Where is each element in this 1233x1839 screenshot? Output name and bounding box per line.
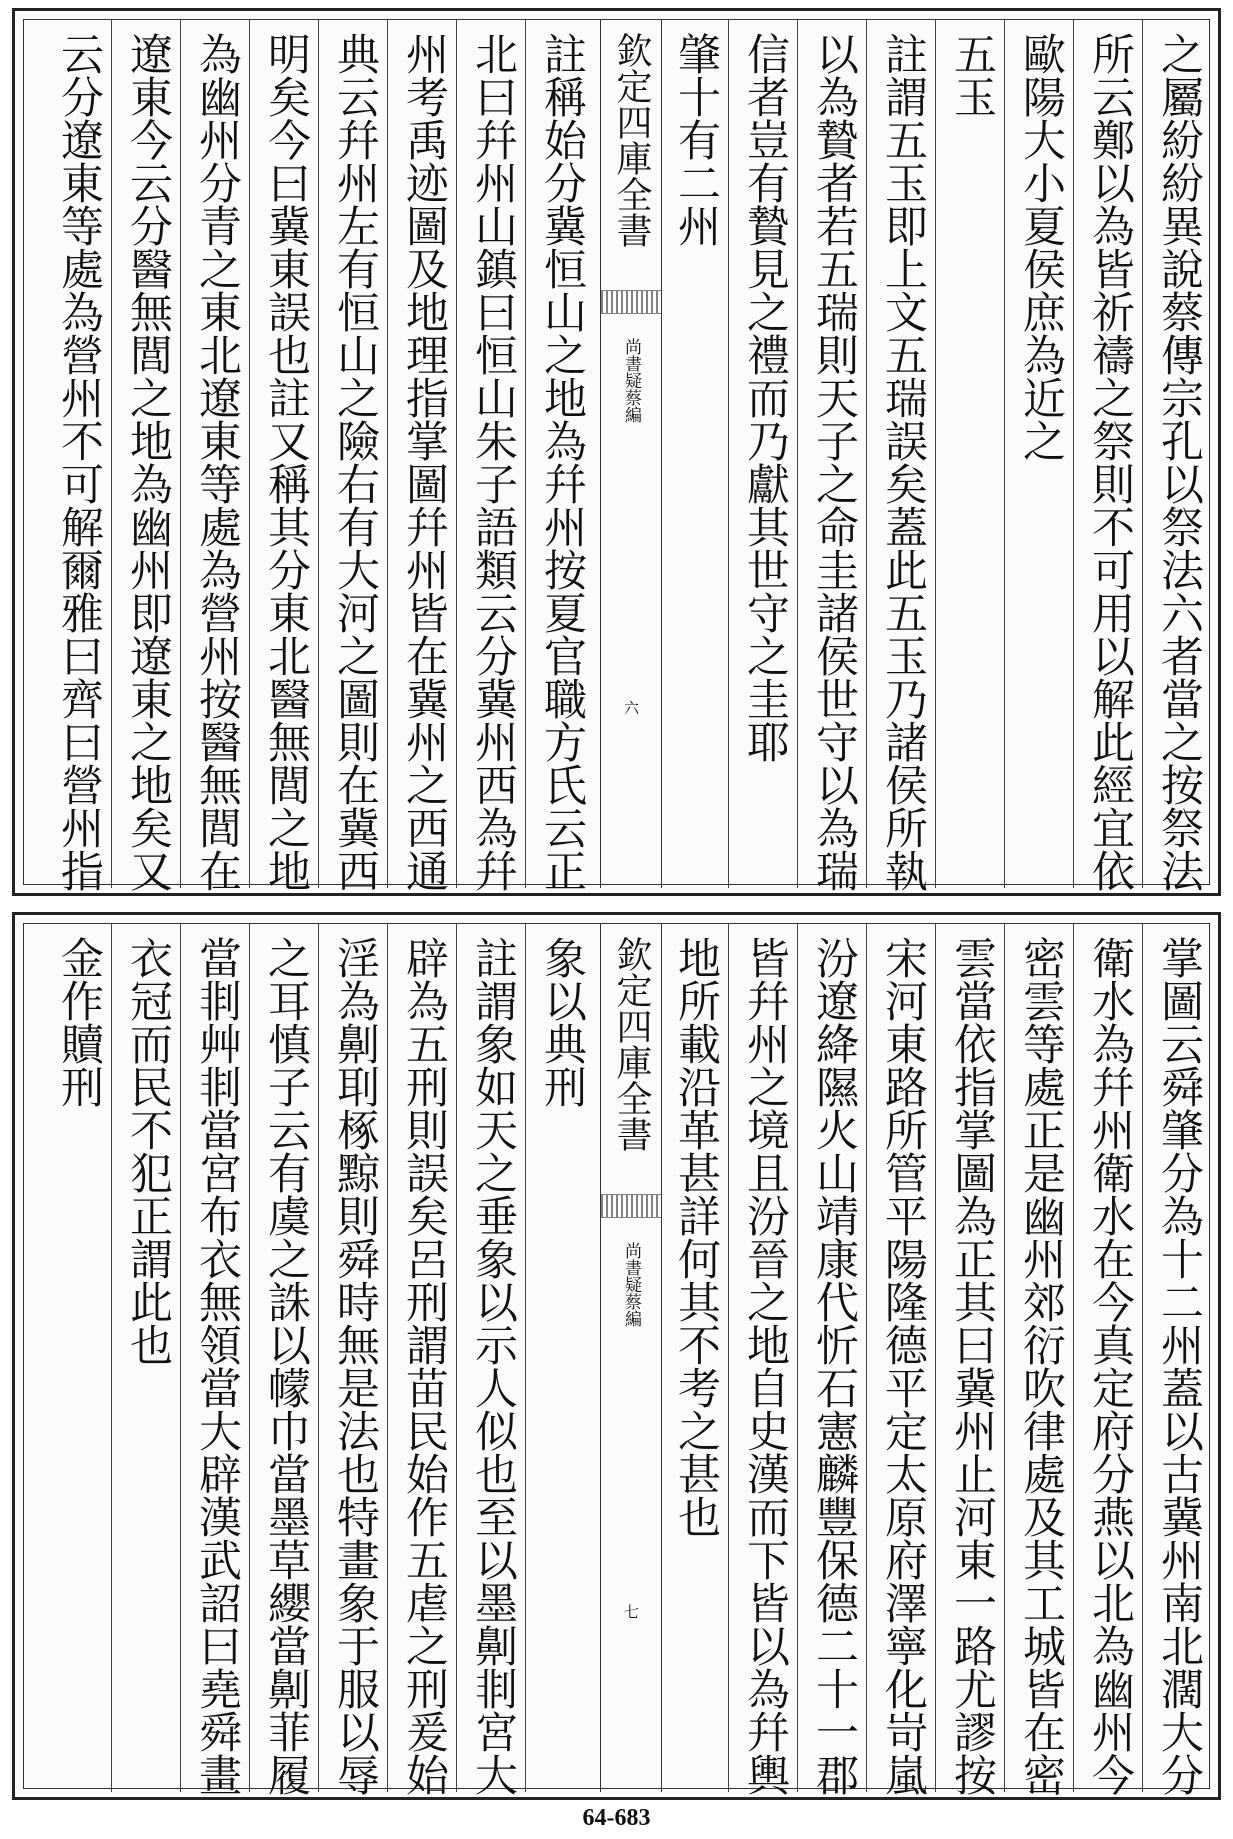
lower-column-13: 之耳慎子云有虞之誅以幪巾當墨草纓當劓菲履	[261, 936, 311, 1796]
upper-column-16: 云分遼東等處為營州不可解爾雅曰齊曰營州指	[54, 32, 104, 892]
column-rule	[456, 924, 457, 1792]
column-rule	[1073, 20, 1074, 888]
lower-column-6: 汾遼絳隰火山靖康代忻石憲麟豐保德二十一郡	[809, 936, 859, 1796]
lower-column-2: 衛水為幷州衛水在今真定府分燕以北為幽州今	[1085, 936, 1135, 1796]
upper-column-3: 歐陽大小夏侯庶為近之	[1016, 32, 1066, 462]
column-rule	[180, 20, 181, 888]
upper-column-9: 註稱始分冀恒山之地為幷州按夏官職方氏云正	[537, 32, 587, 892]
upper-column-6: 以為贄者若五瑞則天子之命圭諸侯世守以為瑞	[809, 32, 859, 892]
upper-column-15: 遼東今云分醫無閭之地為幽州即遼東之地矣又	[123, 32, 173, 892]
lower-column-5: 宋河東路所管平陽隆德平定太原府澤寧化岢嵐	[878, 936, 928, 1796]
upper-column-13: 明矣今曰冀東誤也註又稱其分東北醫無閭之地	[261, 32, 311, 892]
upper-center-band	[600, 20, 662, 888]
lower-center-title: 欽定四庫全書	[611, 936, 652, 1152]
upper-column-14: 為幽州分青之東北遼東等處為營州按醫無閭在	[192, 32, 242, 892]
column-rule	[1004, 924, 1005, 1792]
column-rule	[387, 20, 388, 888]
column-rule	[318, 20, 319, 888]
lower-column-7: 皆幷州之境且汾晉之地自史漢而下皆以為幷輿	[740, 936, 790, 1796]
lower-column-15: 衣冠而民不犯正謂此也	[123, 936, 173, 1366]
lower-column-16: 金作贖刑	[54, 936, 104, 1108]
lower-column-11: 辟為五刑則誤矣呂刑謂苗民始作五虐之刑爰始	[399, 936, 449, 1796]
column-rule	[525, 924, 526, 1792]
lower-column-4: 雲當依指掌圖為正其曰冀州止河東一路尤謬按	[947, 936, 997, 1796]
column-rule	[111, 20, 112, 888]
column-rule	[1004, 20, 1005, 888]
lower-column-10: 註謂象如天之垂象以示人似也至以墨劓剕宮大	[468, 936, 518, 1796]
column-rule	[318, 924, 319, 1792]
lower-page-frame	[23, 923, 1210, 1796]
lower-center-band	[600, 924, 662, 1792]
fish-tail-ornament	[601, 1194, 661, 1218]
lower-column-9: 象以典刑	[537, 936, 587, 1108]
upper-column-8: 肇十有二州	[671, 32, 721, 247]
fish-tail-ornament	[601, 290, 661, 314]
column-rule	[935, 20, 936, 888]
column-rule	[111, 924, 112, 1792]
lower-column-8: 地所載沿革甚詳何其不考之甚也	[671, 936, 721, 1538]
column-rule	[797, 20, 798, 888]
upper-column-12: 典云幷州左有恒山之險右有大河之圖則在冀西	[330, 32, 380, 892]
column-rule	[525, 20, 526, 888]
page-footer-label: 64-683	[582, 1805, 651, 1831]
lower-column-12: 淫為劓刵椓黥則舜時無是法也特畫象于服以辱	[330, 936, 380, 1796]
upper-center-subtitle: 尚書疑蔡編	[621, 338, 641, 423]
column-rule	[797, 924, 798, 1792]
upper-column-5: 註謂五玉即上文五瑞誤矣蓋此五玉乃諸侯所執	[878, 32, 928, 892]
lower-column-3: 密雲等處正是幽州郊衍吹律處及其工城皆在密	[1016, 936, 1066, 1796]
upper-column-2: 所云鄭以為皆祈禱之祭則不可用以解此經宜依	[1085, 32, 1135, 892]
column-rule	[728, 20, 729, 888]
column-rule	[249, 924, 250, 1792]
lower-center-page-number: 七	[622, 1604, 640, 1619]
column-rule	[866, 20, 867, 888]
upper-column-7: 信者豈有贄見之禮而乃獻其世守之圭耶	[740, 32, 790, 763]
column-rule	[456, 20, 457, 888]
lower-center-subtitle: 尚書疑蔡編	[621, 1242, 641, 1327]
column-rule	[866, 924, 867, 1792]
upper-column-4: 五玉	[947, 32, 997, 118]
upper-column-1: 之屬紛紛異說蔡傳宗孔以祭法六者當之按祭法	[1154, 32, 1204, 892]
upper-center-title: 欽定四庫全書	[611, 32, 652, 248]
upper-page-frame	[23, 19, 1210, 892]
upper-column-10: 北曰幷州山鎮曰恒山朱子語類云分冀州西為幷	[468, 32, 518, 892]
upper-column-11: 州考禹迹圖及地理指掌圖幷州皆在冀州之西通	[399, 32, 449, 892]
upper-center-page-number: 六	[622, 700, 640, 715]
column-rule	[1142, 20, 1143, 888]
column-rule	[387, 924, 388, 1792]
column-rule	[728, 924, 729, 1792]
column-rule	[180, 924, 181, 1792]
column-rule	[1073, 924, 1074, 1792]
column-rule	[1142, 924, 1143, 1792]
lower-column-1: 掌圖云舜肇分為十二州蓋以古冀州南北濶大分	[1154, 936, 1204, 1796]
upper-page	[12, 8, 1221, 896]
column-rule	[935, 924, 936, 1792]
lower-page	[12, 912, 1221, 1800]
column-rule	[249, 20, 250, 888]
lower-column-14: 當剕艸剕當宮布衣無領當大辟漢武詔曰堯舜畫	[192, 936, 242, 1796]
